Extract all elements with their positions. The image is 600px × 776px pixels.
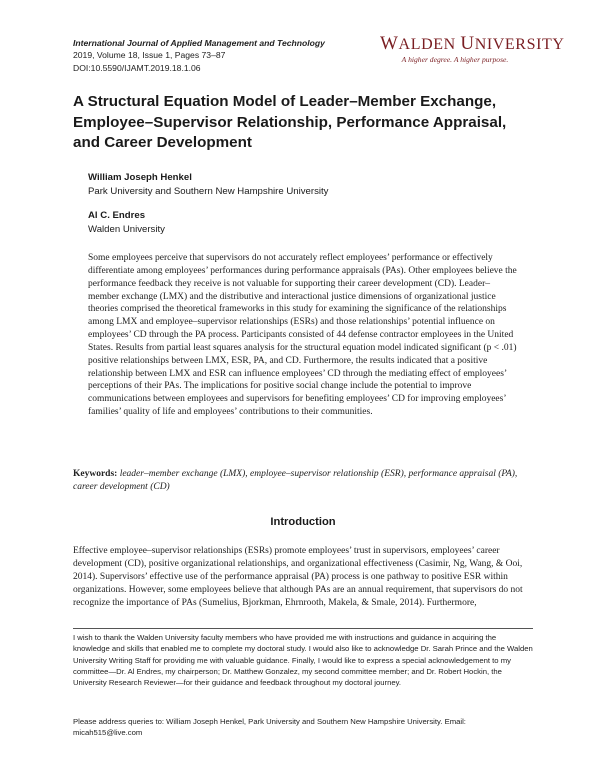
correspondence-note: Please address queries to: William Joseph Henkel, Park University and Southern New Hampshire University. Email: micah515@live.com	[73, 717, 466, 738]
keywords	[73, 468, 533, 494]
author-affiliation: Walden University	[88, 223, 165, 235]
logo-wordmark	[380, 33, 565, 54]
intro-paragraph: Effective employee–supervisor relationships (ESRs) promote employees’ trust in supervisors, employees’ career development (CD), positive organizational relationships, and organizational effectiveness (Casimir, Ng, Wang, & Ooi, 2014). Supervisors’ effective use of the performance appraisal (PA) process is one pathway to positive ESR within organizations. However, some employees believe that although PAs are an annual requirement, that supervisors do not recognize the importance of PAs (Sumelius, Bjorkman, Ehrnrooth, Makela, & Smale, 2014). Furthermore,	[73, 546, 523, 608]
journal-name: International Journal of Applied Management and Technology	[73, 38, 325, 48]
volume-info: 2019, Volume 18, Issue 1, Pages 73–87	[73, 50, 226, 61]
author-affiliation: Park University and Southern New Hampshire University	[88, 185, 329, 197]
walden-university-logo	[380, 33, 565, 65]
abstract: Some employees perceive that supervisors do not accurately reflect employees’ performance or effectively differentiate among employees’ performances during performance appraisals (PAs). Other employees believe the performance feedback they receive is not valuable for supporting their career development (CD). Leader–member exchange (LMX) and the distributive and interactional justice dimensions of organizational justice theories comprised the theoretical frameworks in this study for examining the significance of the relationships among LMX and employee–supervisor relationships (ESRs) and those relationships’ potential influence on employees’ CD through the PA process. Participants consisted of 44 defense contractor employees in the United States. Results from partial least squares analysis for the structural equation model indicated significant (p < .01) positive relationships between LMX, ESR, PA, and CD. Furthermore, the results indicated that a positive relationship between LMX and ESR can influence employees’ CD through the mediating effect of employees’ perceptions of their PAs. The implications for positive social change include the potential to improve communications between employees and supervisors for benefiting employees’ CD for improving employees’ families’ quality of life and employees’ contributions to their communities.	[88, 253, 517, 418]
logo-letter-u: U	[460, 33, 475, 54]
author-block	[88, 209, 165, 236]
acknowledgement-footnote: I wish to thank the Walden University faculty members who have provided me with instructions and guidance in acquiring the knowledge and skills that enabled me to complete my doctoral study. I would also like to acknowledge Dr. Sarah Prince and the Walden University Writing Staff for providing me with valuable guidance. Finally, I would like to express a special acknowledgement to my committee—Dr. Al Endres, my chairperson; Dr. Matthew Gonzalez, my second committee member; and Dr. Robert Hockin, the University Research Reviewer—for their guidance and feedback throughout my doctoral journey.	[73, 633, 533, 688]
journal-header	[73, 37, 325, 74]
keywords-label: Keywords:	[73, 469, 118, 479]
logo-word-alden: ALDEN	[398, 36, 461, 53]
logo-word-niversity: NIVERSITY	[474, 36, 565, 53]
keywords-text: leader–member exchange (LMX), employee–supervisor relationship (ESR), performance appraisal (PA), career development (CD)	[73, 469, 518, 492]
logo-tagline: A higher degree. A higher purpose.	[401, 55, 509, 64]
author-name: William Joseph Henkel	[88, 172, 192, 183]
section-heading: Introduction	[270, 516, 336, 528]
logo-letter-w: W	[380, 33, 399, 54]
footnote-divider	[73, 628, 533, 629]
author-block	[88, 171, 328, 198]
author-name: Al C. Endres	[88, 210, 146, 221]
doi: DOI:10.5590/IJAMT.2019.18.1.06	[73, 62, 201, 73]
article-title: A Structural Equation Model of Leader–Member Exchange, Employee–Supervisor Relationship, Performance Appraisal, and Career Development	[73, 93, 507, 151]
